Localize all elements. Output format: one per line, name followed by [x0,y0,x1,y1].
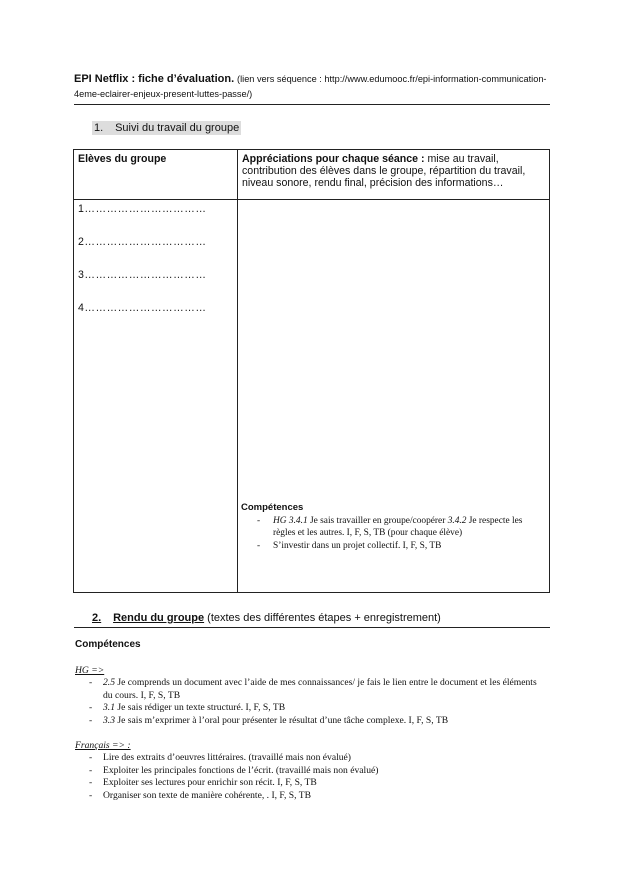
francais-item: - Organiser son texte de manière cohérente, . I, F, S, TB [75,790,545,803]
section-1-heading [92,122,241,134]
francais-item: - Lire des extraits d’oeuvres littéraires. (travaillé mais non évalué) [75,752,545,765]
hg-item: - 3.3 Je sais m’exprimer à l’oral pour présenter le résultat d’une tâche complexe. I, F, S, TB [75,715,545,728]
section-2-rule [74,627,550,628]
header-rule [74,104,550,105]
rendu-competences [75,639,545,803]
francais-list [75,752,545,802]
competence-item: - S’investir dans un projet collectif. I, F, S, TB [241,540,546,553]
competences-title: Compétences [241,502,304,513]
section-2-heading [92,612,441,624]
section-2-number: 2. [92,612,102,624]
sequence-link-reference[interactable]: (lien vers séquence : http://www.edumooc.fr/epi-information-communication-4eme-eclairer-enjeux-present-luttes-passe/) [74,74,547,99]
student-line-4[interactable]: 4…………………………… [78,302,207,314]
francais-item: - Exploiter ses lectures pour enrichir son récit. I, F, S, TB [75,777,545,790]
group-work-competences [241,502,546,552]
section-2-subtitle: (textes des différentes étapes + enregistrement) [204,612,441,624]
students-column-header: Elèves du groupe [74,150,238,200]
hg-label: HG => [75,664,105,676]
hg-item: - 3.1 Je sais rédiger un texte structuré. I, F, S, TB [75,702,545,715]
francais-label: Français => : [75,739,131,751]
student-line-1[interactable]: 1…………………………… [78,203,207,215]
students-cell[interactable] [74,200,238,593]
appreciations-column-header: Appréciations pour chaque séance : mise au travail, contribution des élèves dans le groupe, répartition du travail, niveau sonore, rendu final, précision des informations… [238,150,550,200]
section-1-title: Suivi du travail du groupe [115,122,240,134]
student-line-2[interactable]: 2…………………………… [78,236,207,248]
document-header [74,72,550,102]
document-title: EPI Netflix : fiche d’évaluation. [74,73,235,85]
student-line-3[interactable]: 3…………………………… [78,269,207,281]
competences-title: Compétences [75,639,141,650]
section-1-number: 1. [94,122,104,134]
section-2-title: Rendu du groupe [113,612,205,624]
hg-list [75,677,545,727]
competence-item: - HG 3.4.1 Je sais travailler en groupe/coopérer 3.4.2 Je respecte les règles et les autres. I, F, S, TB (pour chaque élève) [241,515,546,540]
hg-item: - 2.5 Je comprends un document avec l’aide de mes connaissances/ je fais le lien entre le document et les éléments du cours. I, F, S, TB [75,677,545,702]
francais-item: - Exploiter les principales fonctions de l’écrit. (travaillé mais non évalué) [75,765,545,778]
